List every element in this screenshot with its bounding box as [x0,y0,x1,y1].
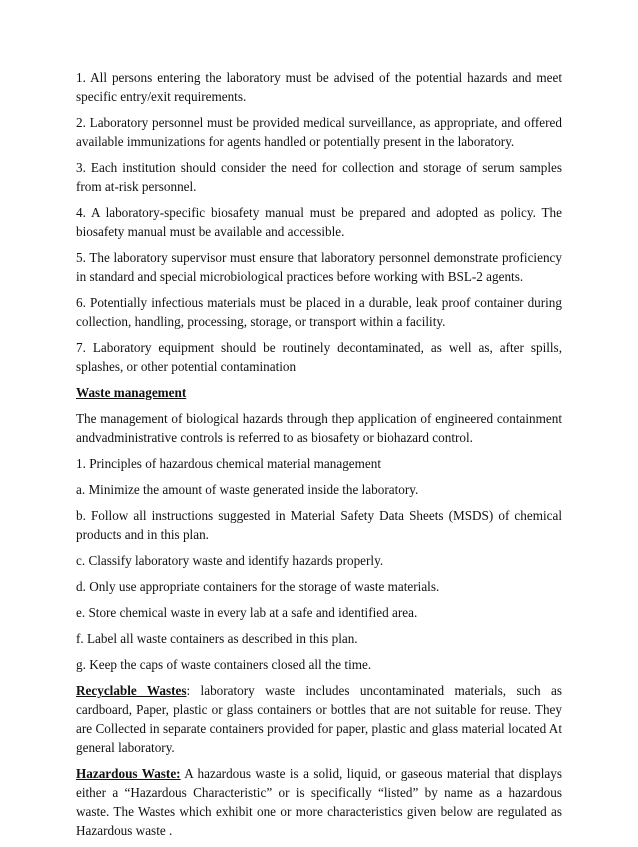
principle-item-c: c. Classify laboratory waste and identify hazards properly. [76,553,384,568]
requirement-item-5: 5. The laboratory supervisor must ensure that laboratory personnel demonstrate proficiency in standard and special microbiological practices before working with BSL-2 agents. [76,250,562,284]
requirement-item-6: 6. Potentially infectious materials must be placed in a durable, leak proof container during collection, handling, processing, storage, or transport within a facility. [76,295,562,329]
requirement-item-1: 1. All persons entering the laboratory must be advised of the potential hazards and meet specific entry/exit requirements. [76,70,562,104]
hazardous-waste-paragraph [76,764,562,840]
recyclable-wastes-text: laboratory waste includes uncontaminated materials, such as cardboard, Paper, plastic or glass containers or bottles that are not suitable for reuse. They are Collected in separate containers provided for paper, plastic and glass material located At general laboratory. [76,683,562,755]
principle-item-a: a. Minimize the amount of waste generated inside the laboratory. [76,482,419,497]
principle-item-d: d. Only use appropriate containers for the storage of waste materials. [76,579,440,594]
principle-item-b: b. Follow all instructions suggested in Material Safety Data Sheets (MSDS) of chemical products and in this plan. [76,508,562,542]
requirement-item-4: 4. A laboratory-specific biosafety manual must be prepared and adopted as policy. The biosafety manual must be available and accessible. [76,205,562,239]
principle-item-g: g. Keep the caps of waste containers closed all the time. [76,657,372,672]
recyclable-wastes-label: Recyclable Wastes [76,683,187,698]
recyclable-wastes-paragraph [76,681,562,757]
waste-management-intro: The management of biological hazards through thep application of engineered containment andvadministrative controls is referred to as biosafety or biohazard control. [76,411,562,445]
requirement-item-2: 2. Laboratory personnel must be provided medical surveillance, as appropriate, and offered available immunizations for agents handled or potentially present in the laboratory. [76,115,562,149]
requirement-item-7: 7. Laboratory equipment should be routinely decontaminated, as well as, after spills, splashes, or other potential contamination [76,340,562,374]
requirement-item-3: 3. Each institution should consider the need for collection and storage of serum samples from at-risk personnel. [76,160,562,194]
principle-item-e: e. Store chemical waste in every lab at a safe and identified area. [76,605,418,620]
hazardous-waste-label: Hazardous Waste: [76,766,181,781]
principles-title: 1. Principles of hazardous chemical material management [76,456,382,471]
principle-item-f: f. Label all waste containers as described in this plan. [76,631,358,646]
waste-management-heading: Waste management [76,385,187,400]
hazardous-waste-text: A hazardous waste is a solid, liquid, or gaseous material that displays either a “Hazardous Characteristic” or is specifically “listed” by name as a hazardous waste. The Wastes which exhibit one or more characteristics given below are regulated as Hazardous waste . [76,766,562,838]
recyclable-wastes-colon: : [186,683,191,698]
document-body [76,68,562,847]
